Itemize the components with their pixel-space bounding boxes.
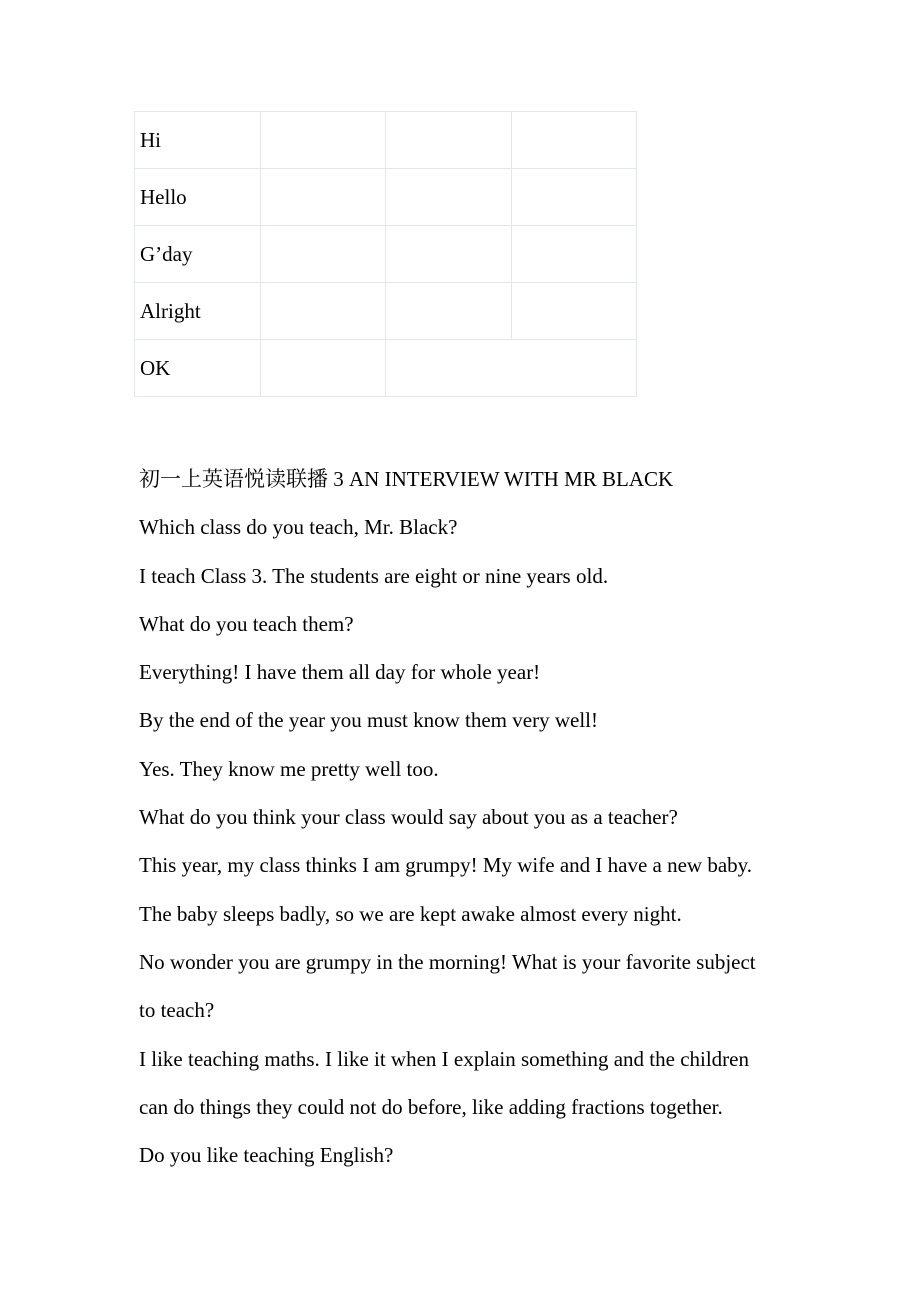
table-cell-empty [261,340,386,397]
table-cell-label: OK [135,340,261,397]
table-cell-empty [261,169,386,226]
table-cell-empty [386,226,512,283]
article-line: Everything! I have them all day for whole year! [139,660,541,685]
table-cell-merged [386,340,637,397]
table-cell-label: Alright [135,283,261,340]
table-cell-label: Hello [135,169,261,226]
article-line: Yes. They know me pretty well too. [139,756,439,781]
table-row [135,226,637,283]
table-cell-empty [512,283,637,340]
article-line: What do you think your class would say about you as a teacher? [139,805,678,830]
table-cell-empty [386,112,512,169]
article-line: By the end of the year you must know them very well! [139,708,598,733]
table-cell-empty [512,112,637,169]
table-cell-empty [512,226,637,283]
article-line: I like teaching maths. I like it when I explain something and the children [139,1046,749,1071]
table-cell-empty [386,283,512,340]
table-cell-empty [386,169,512,226]
article-line: This year, my class thinks I am grumpy! My wife and I have a new baby. [139,853,753,878]
article-line: The baby sleeps badly, so we are kept awake almost every night. [139,901,682,926]
table-cell-empty [261,283,386,340]
table-row [135,112,637,169]
article-line: I teach Class 3. The students are eight or nine years old. [139,563,609,588]
article-line: Do you like teaching English? [139,1143,394,1168]
article-line: to teach? [139,998,215,1023]
article-line: Which class do you teach, Mr. Black? [139,515,458,540]
table-cell-label: G’day [135,226,261,283]
table-row [135,169,637,226]
table-cell-empty [512,169,637,226]
article-title: 初一上英语悦读联播 3 AN INTERVIEW WITH MR BLACK [139,467,674,491]
article-line: What do you teach them? [139,611,354,636]
table-row [135,340,637,397]
table-cell-empty [261,226,386,283]
article-line: No wonder you are grumpy in the morning! What is your favorite subject [139,949,756,974]
table-cell-label: Hi [135,112,261,169]
article-line: can do things they could not do before, like adding fractions together. [139,1094,723,1119]
interview-article [139,455,799,1179]
table-row [135,283,637,340]
table-cell-empty [261,112,386,169]
greeting-table [134,111,637,397]
